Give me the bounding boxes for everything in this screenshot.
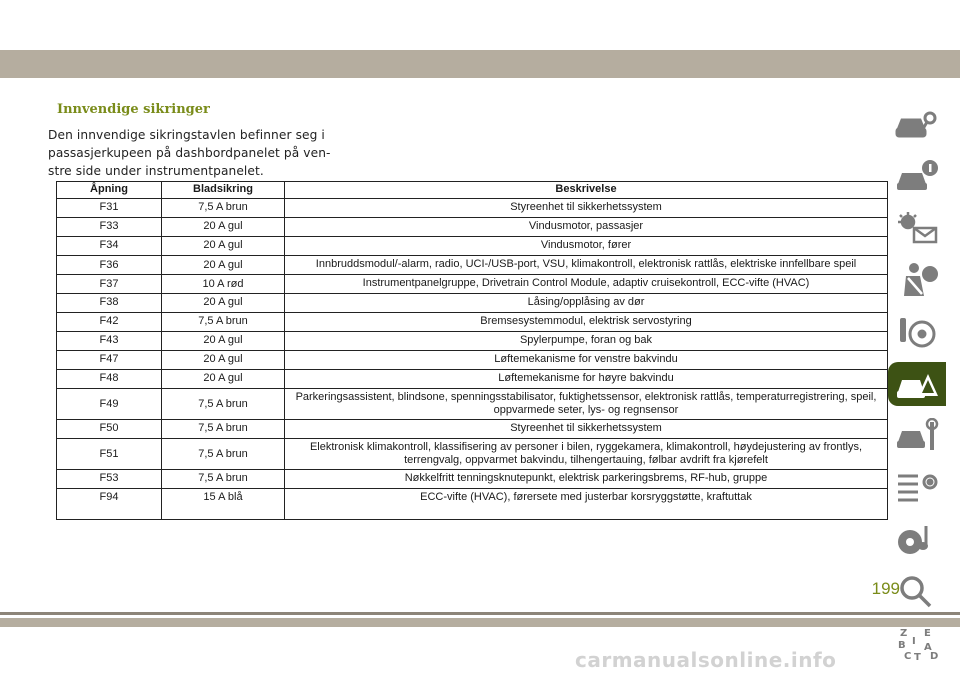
svg-text:Z: Z — [900, 628, 908, 639]
tab-safety[interactable] — [888, 258, 946, 302]
svg-text:A: A — [924, 642, 932, 653]
table-row — [57, 489, 888, 520]
fuse-table — [56, 181, 888, 520]
cell-fuse: 20 A gul — [162, 218, 285, 237]
cell-cavity: F47 — [57, 351, 162, 370]
cell-cavity: F50 — [57, 420, 162, 439]
alphabetical-index-icon — [894, 626, 940, 662]
airbag-seatbelt-icon — [894, 262, 940, 298]
cell-description: Parkeringsassistent, blindsone, spenningsstabilisator, fuktighetssensor, elektronisk rattlås, temperaturregistrering, speil, oppvarmede seter, lys- og regnsensor — [285, 389, 888, 420]
header-cavity: Åpning — [57, 182, 162, 199]
cell-description: Nøkkelfritt tenningsknutepunkt, elektrisk parkeringsbrems, RF-hub, gruppe — [285, 470, 888, 489]
tab-starting-driving[interactable] — [888, 310, 946, 354]
cell-fuse: 20 A gul — [162, 294, 285, 313]
table-row — [57, 420, 888, 439]
intro-paragraph: Den innvendige sikringstavlen befinner seg i passasjerkupeen på dashbordpanelet på ven-stre side under instrumentpanelet. — [48, 128, 331, 178]
svg-text:C: C — [904, 651, 912, 662]
footer-band — [0, 612, 960, 627]
tab-servicing[interactable] — [888, 414, 946, 458]
cell-cavity: F33 — [57, 218, 162, 237]
tab-technical-specifications[interactable] — [888, 466, 946, 510]
cell-fuse: 7,5 A brun — [162, 439, 285, 470]
car-info-icon — [894, 158, 940, 194]
cell-fuse: 7,5 A brun — [162, 199, 285, 218]
cell-description: Løftemekanisme for høyre bakvindu — [285, 370, 888, 389]
spec-gear-icon — [894, 470, 940, 506]
cell-fuse: 7,5 A brun — [162, 313, 285, 332]
cell-cavity: F51 — [57, 439, 162, 470]
cell-cavity: F43 — [57, 332, 162, 351]
warning-light-message-icon — [894, 210, 940, 246]
cell-description: Løftemekanisme for venstre bakvindu — [285, 351, 888, 370]
table-row — [57, 275, 888, 294]
table-row — [57, 256, 888, 275]
header-description: Beskrivelse — [285, 182, 888, 199]
cell-description: Innbruddsmodul/-alarm, radio, UCI-/USB-port, VSU, klimakontroll, elektronisk rattlås, elektriske innfellbare speil — [285, 256, 888, 275]
cell-fuse: 20 A gul — [162, 256, 285, 275]
table-row — [57, 470, 888, 489]
table-row — [57, 313, 888, 332]
cell-description: Instrumentpanelgruppe, Drivetrain Control Module, adaptiv cruisekontroll, ECC-vifte (HVAC) — [285, 275, 888, 294]
svg-text:D: D — [930, 651, 939, 662]
car-hazard-warning-icon — [894, 366, 940, 402]
svg-text:I: I — [912, 636, 916, 647]
tab-in-case-of-emergency[interactable] — [888, 362, 946, 406]
cell-description: Elektronisk klimakontroll, klassifisering av personer i bilen, ryggekamera, klimakontroll, høydejustering av frontlys, terrengvalg, oppvarmet bakvindu, tilhengertauing, følbar avdrift fra kjørefelt — [285, 439, 888, 470]
cell-cavity: F37 — [57, 275, 162, 294]
car-key-icon — [894, 106, 940, 142]
search-index-icon — [894, 574, 940, 610]
svg-text:E: E — [924, 628, 931, 639]
cell-fuse: 7,5 A brun — [162, 389, 285, 420]
table-header-row — [57, 182, 888, 199]
section-title: Innvendige sikringer — [57, 102, 210, 117]
header-band — [0, 50, 960, 78]
table-row — [57, 294, 888, 313]
cell-description: Vindusmotor, passasjer — [285, 218, 888, 237]
multimedia-icon — [894, 522, 940, 558]
svg-text:B: B — [898, 640, 906, 651]
cell-fuse: 20 A gul — [162, 351, 285, 370]
cell-fuse: 15 A blå — [162, 489, 285, 520]
cell-cavity: F48 — [57, 370, 162, 389]
cell-fuse: 20 A gul — [162, 370, 285, 389]
car-wrench-icon — [894, 418, 940, 454]
cell-fuse: 10 A rød — [162, 275, 285, 294]
page-number: 199 — [871, 579, 900, 598]
watermark: carmanualsonline.info — [575, 648, 837, 672]
cell-fuse: 7,5 A brun — [162, 420, 285, 439]
cell-description: Styreenhet til sikkerhetssystem — [285, 420, 888, 439]
tab-getting-to-know[interactable] — [888, 102, 946, 146]
cell-description: Styreenhet til sikkerhetssystem — [285, 199, 888, 218]
cell-description: Bremsesystemmodul, elektrisk servostyring — [285, 313, 888, 332]
cell-cavity: F53 — [57, 470, 162, 489]
table-row — [57, 199, 888, 218]
table-row — [57, 237, 888, 256]
cell-fuse: 20 A gul — [162, 237, 285, 256]
cell-cavity: F38 — [57, 294, 162, 313]
table-row — [57, 389, 888, 420]
tab-warning-lights[interactable] — [888, 206, 946, 250]
cell-cavity: F94 — [57, 489, 162, 520]
table-row — [57, 439, 888, 470]
svg-text:T: T — [914, 652, 921, 662]
table-row — [57, 332, 888, 351]
tab-multimedia[interactable] — [888, 518, 946, 562]
table-row — [57, 218, 888, 237]
cell-cavity: F34 — [57, 237, 162, 256]
cell-cavity: F31 — [57, 199, 162, 218]
cell-cavity: F42 — [57, 313, 162, 332]
cell-cavity: F36 — [57, 256, 162, 275]
table-row — [57, 351, 888, 370]
table-row — [57, 370, 888, 389]
tab-index[interactable] — [888, 622, 946, 666]
cell-description: Låsing/opplåsing av dør — [285, 294, 888, 313]
header-fuse: Bladsikring — [162, 182, 285, 199]
cell-fuse: 20 A gul — [162, 332, 285, 351]
cell-description: ECC-vifte (HVAC), førersete med justerbar korsryggstøtte, kraftuttak — [285, 489, 888, 520]
cell-fuse: 7,5 A brun — [162, 470, 285, 489]
steering-wheel-icon — [894, 314, 940, 350]
cell-description: Vindusmotor, fører — [285, 237, 888, 256]
cell-cavity: F49 — [57, 389, 162, 420]
tab-dashboard[interactable] — [888, 154, 946, 198]
cell-description: Spylerpumpe, foran og bak — [285, 332, 888, 351]
